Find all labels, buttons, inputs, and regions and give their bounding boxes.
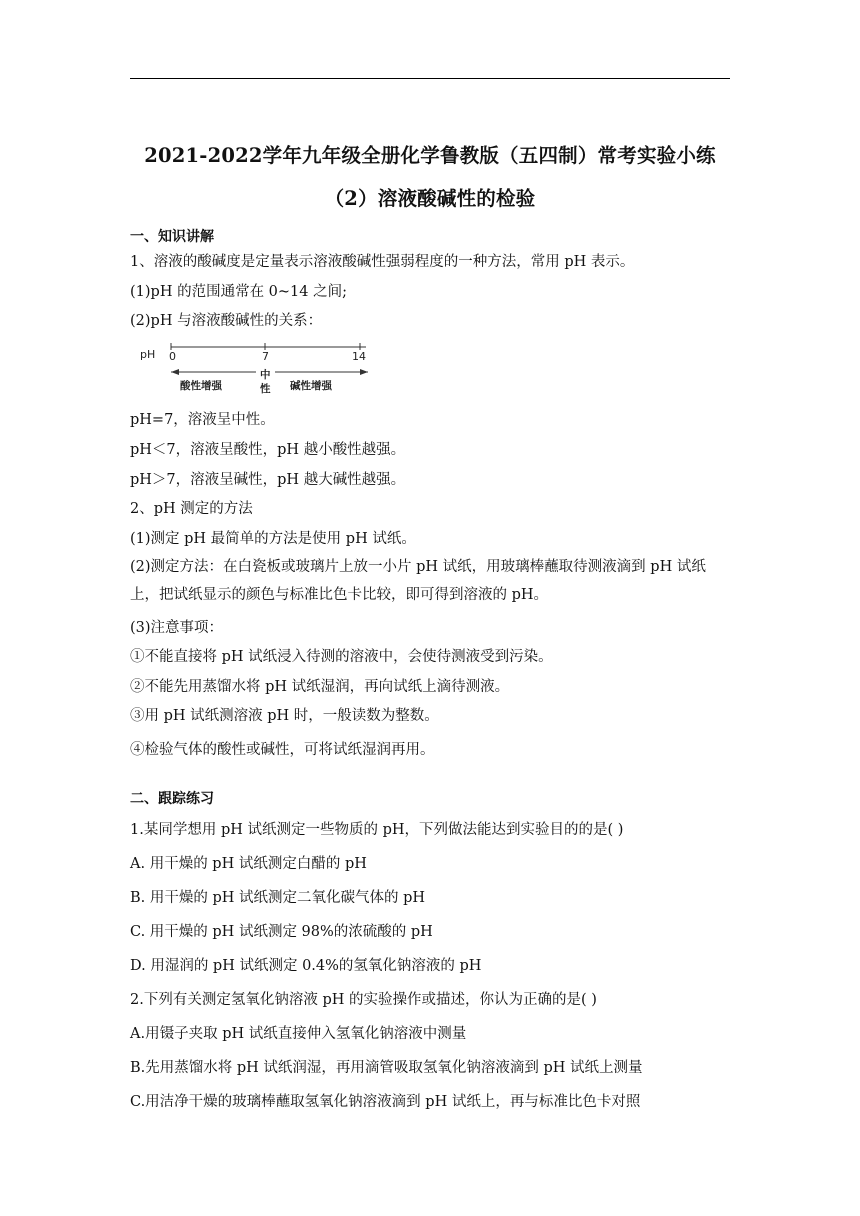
paragraph-ph-range: (1)pH 的范围通常在 0~14 之间; <box>130 284 348 300</box>
header-rule <box>130 78 730 79</box>
question-2-option-b: B.先用蒸馏水将 pH 试纸润湿，再用滴管吸取氢氧化钠溶液滴到 pH 试纸上测量 <box>130 1060 643 1076</box>
question-2-option-c: C.用洁净干燥的玻璃棒蘸取氢氧化钠溶液滴到 pH 试纸上，再与标准比色卡对照 <box>130 1094 641 1110</box>
document-title-line1: 2021-2022学年九年级全册化学鲁教版（五四制）常考实验小练 <box>144 144 716 167</box>
neutral-label-top: 中 <box>260 369 271 381</box>
paragraph-acidic: pH＜7，溶液呈酸性，pH 越小酸性越强。 <box>130 442 406 458</box>
acid-label: 酸性增强 <box>180 380 222 392</box>
paragraph-simplest-method: (1)测定 pH 最简单的方法是使用 pH 试纸。 <box>130 531 416 547</box>
paragraph-notes-heading: (3)注意事项： <box>130 620 224 636</box>
ph-axis-label: pH <box>140 348 156 361</box>
note-item-4: ④检验气体的酸性或碱性，可将试纸湿润再用。 <box>130 742 435 758</box>
ph-tick-14: 14 <box>352 350 366 363</box>
note-item-2: ②不能先用蒸馏水将 pH 试纸湿润，再向试纸上滴待测液。 <box>130 679 510 695</box>
paragraph-method-heading: 2、pH 测定的方法 <box>130 501 253 517</box>
question-1: 1.某同学想用 pH 试纸测定一些物质的 pH，下列做法能达到实验目的的是( ) <box>130 822 624 838</box>
question-1-option-b: B. 用干燥的 pH 试纸测定二氧化碳气体的 pH <box>130 890 426 906</box>
paragraph-ph-definition: 1、溶液的酸碱度是定量表示溶液酸碱性强弱程度的一种方法，常用 pH 表示。 <box>130 254 635 270</box>
question-1-option-d: D. 用湿润的 pH 试纸测定 0.4%的氢氧化钠溶液的 pH <box>130 958 482 974</box>
paragraph-neutral: pH=7，溶液呈中性。 <box>130 412 275 428</box>
section-heading-knowledge: 一、知识讲解 <box>130 229 214 245</box>
paragraph-ph-relation: (2)pH 与溶液酸碱性的关系： <box>130 313 323 329</box>
ph-tick-7: 7 <box>262 350 269 363</box>
ph-tick-0: 0 <box>169 350 176 363</box>
paragraph-basic: pH＞7，溶液呈碱性，pH 越大碱性越强。 <box>130 472 406 488</box>
question-1-option-c: C. 用干燥的 pH 试纸测定 98%的浓硫酸的 pH <box>130 924 433 940</box>
document-title-line2: （2）溶液酸碱性的检验 <box>324 187 536 210</box>
note-item-1: ①不能直接将 pH 试纸浸入待测的溶液中，会使待测液受到污染。 <box>130 649 553 665</box>
neutral-label-bottom: 性 <box>260 383 271 395</box>
question-2: 2.下列有关测定氢氧化钠溶液 pH 的实验操作或描述，你认为正确的是( ) <box>130 992 597 1008</box>
paragraph-procedure: (2)测定方法：在白瓷板或玻璃片上放一小片 pH 试纸，用玻璃棒蘸取待测液滴到 pH 试纸上，把试纸显示的颜色与标准比色卡比较，即可得到溶液的 pH。 <box>130 559 706 603</box>
ph-scale-diagram <box>138 338 378 400</box>
note-item-3: ③用 pH 试纸测溶液 pH 时，一般读数为整数。 <box>130 708 439 724</box>
base-label: 碱性增强 <box>290 380 332 392</box>
question-1-option-a: A. 用干燥的 pH 试纸测定白醋的 pH <box>130 856 367 872</box>
section-heading-practice: 二、跟踪练习 <box>130 791 214 807</box>
question-2-option-a: A.用镊子夹取 pH 试纸直接伸入氢氧化钠溶液中测量 <box>130 1026 467 1042</box>
